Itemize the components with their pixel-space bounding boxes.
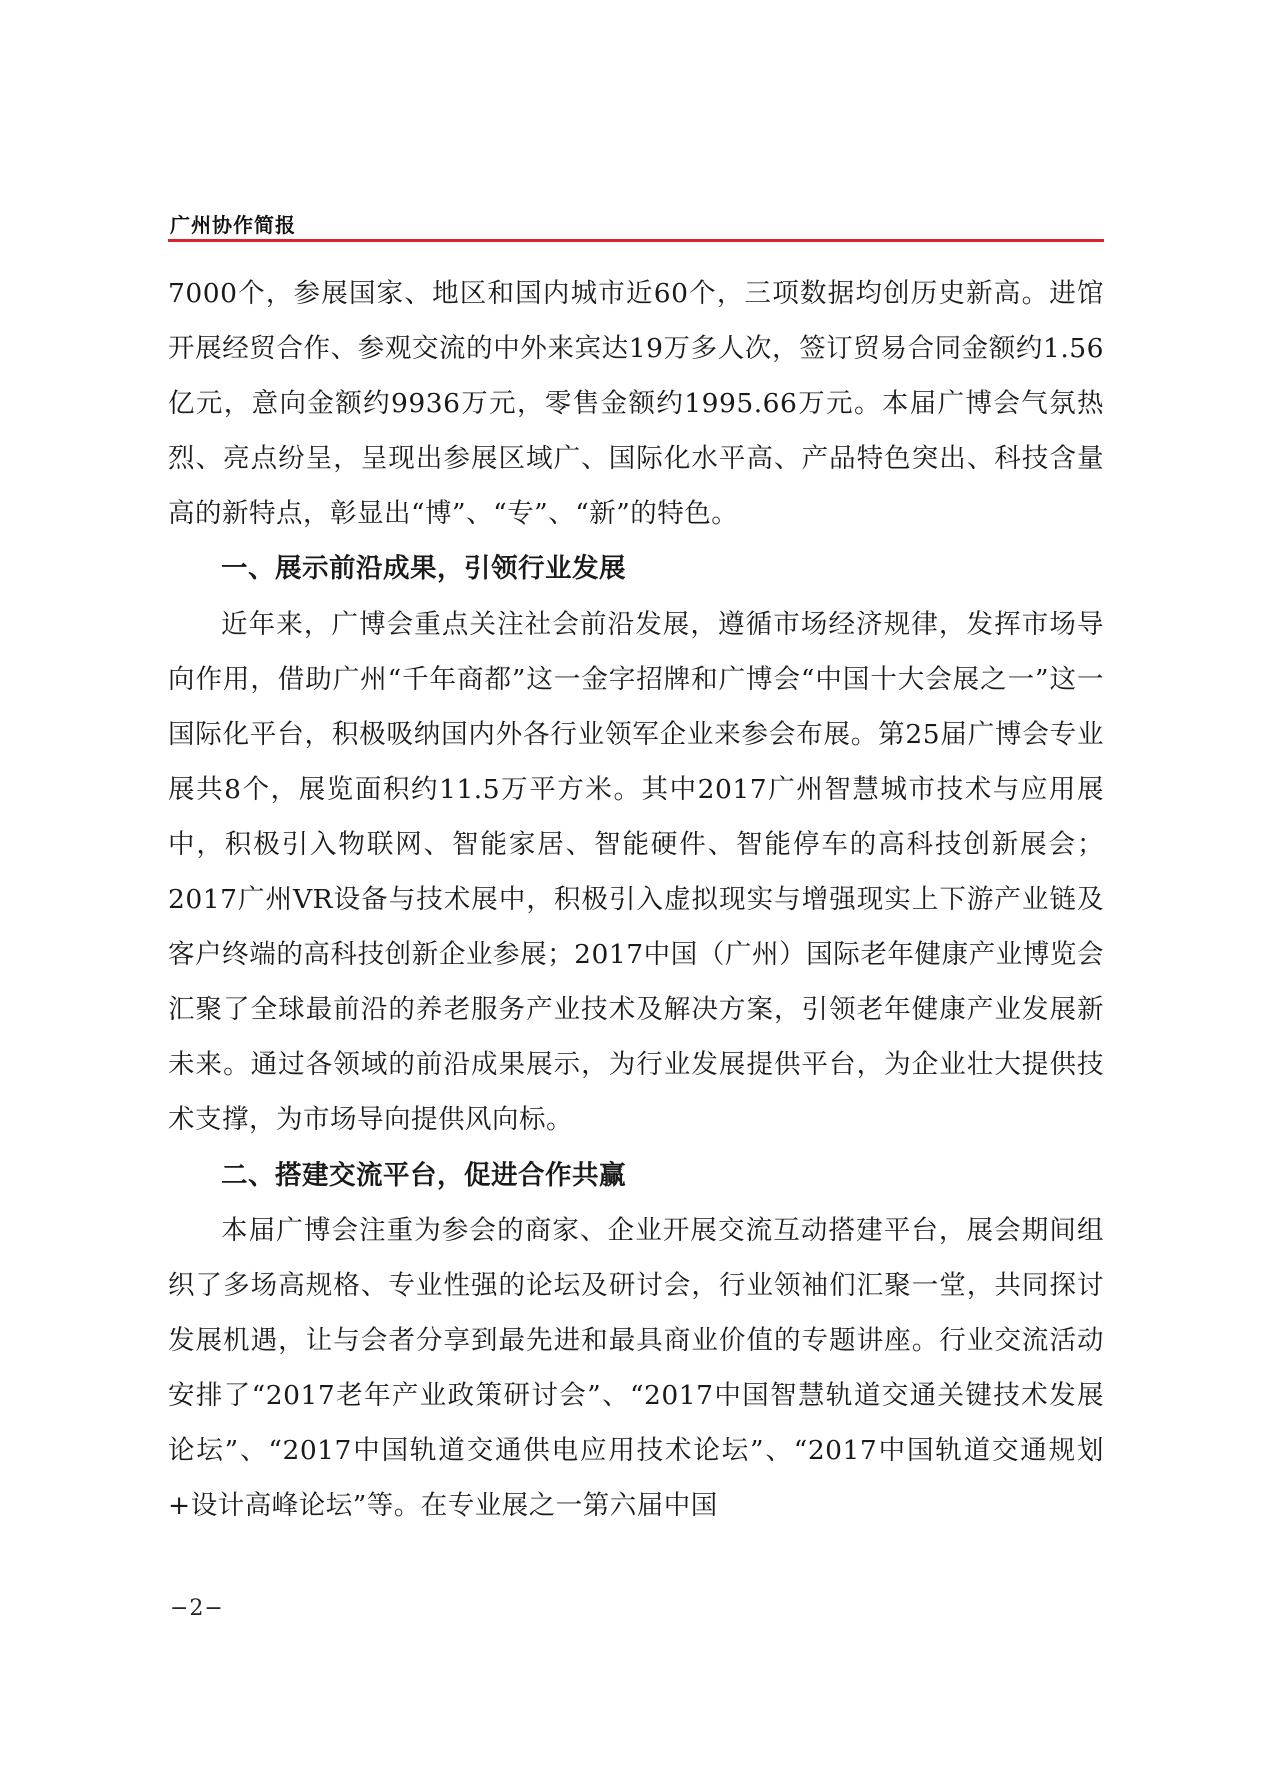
publication-title: 广州协作简报 — [170, 213, 296, 237]
paragraph-section-2: 本届广博会注重为参会的商家、企业开展交流互动搭建平台，展会期间组织了多场高规格、专业性强的论坛及研讨会，行业领袖们汇聚一堂，共同探讨发展机遇，让与会者分享到最先进和最具商业价值的专题讲座。行业交流活动安排了“2017老年产业政策研讨会”、“2017中国智慧轨道交通关键技术发展论坛”、“2017中国轨道交通供电应用技术论坛”、“2017中国轨道交通规划+设计高峰论坛”等。在专业展之一第六届中国 — [168, 1214, 1104, 1522]
article-body — [168, 266, 1104, 1533]
section-heading-1: 一、展示前沿成果，引领行业发展 — [221, 553, 626, 585]
paragraph-section-1: 近年来，广博会重点关注社会前沿发展，遵循市场经济规律，发挥市场导向作用，借助广州“千年商都”这一金字招牌和广博会“中国十大会展之一”这一国际化平台，积极吸纳国内外各行业领军企业来参会布展。第25届广博会专业展共8个，展览面积约11.5万平方米。其中2017广州智慧城市技术与应用展中，积极引入物联网、智能家居、智能硬件、智能停车的高科技创新展会；2017广州VR设备与技术展中，积极引入虚拟现实与增强现实上下游产业链及客户终端的高科技创新企业参展；2017中国（广州）国际老年健康产业博览会汇聚了全球最前沿的养老服务产业技术及解决方案，引领老年健康产业发展新未来。通过各领域的前沿成果展示，为行业发展提供平台，为企业壮大提供技术支撑，为市场导向提供风向标。 — [168, 608, 1104, 1136]
page-number: −2− — [170, 1596, 224, 1621]
section-heading-2: 二、搭建交流平台，促进合作共赢 — [221, 1159, 626, 1191]
header-divider — [168, 239, 1104, 242]
paragraph-intro: 7000个，参展国家、地区和国内城市近60个，三项数据均创历史新高。进馆开展经贸合作、参观交流的中外来宾达19万多人次，签订贸易合同金额约1.56亿元，意向金额约9936万元，零售金额约1995.66万元。本届广博会气氛热烈、亮点纷呈，呈现出参展区域广、国际化水平高、产品特色突出、科技含量高的新特点，彰显出“博”、“专”、“新”的特色。 — [168, 278, 1104, 530]
